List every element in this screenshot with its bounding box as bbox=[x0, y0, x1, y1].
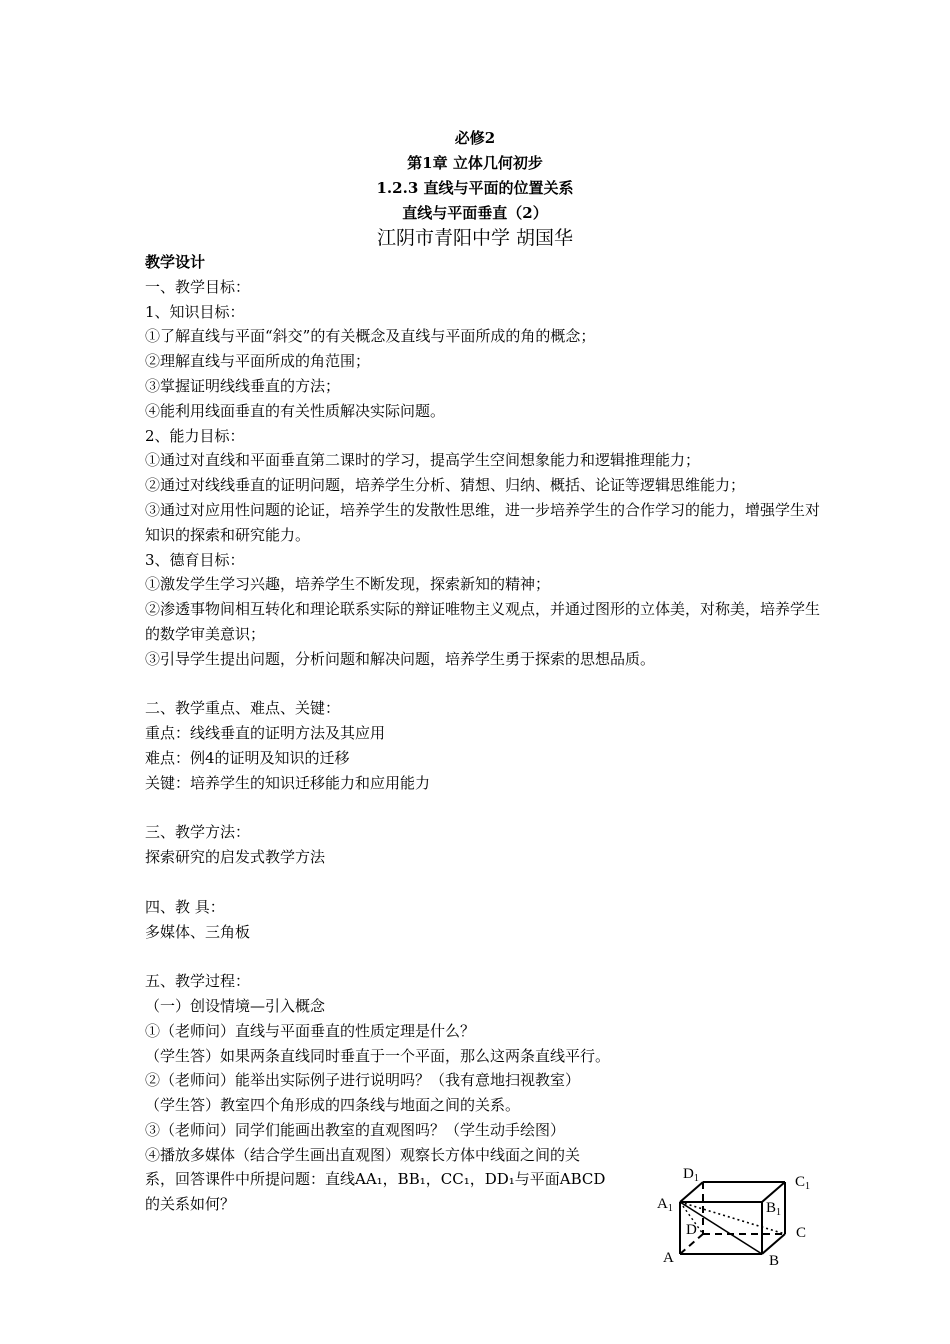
paragraph: 关键：培养学生的知识迁移能力和应用能力 bbox=[145, 773, 431, 792]
list-item: ①了解直线与平面“斜交”的有关概念及直线与平面所成的角的概念； bbox=[145, 327, 596, 346]
paragraph: ③（老师问）同学们能画出教室的直观图吗？（学生动手绘图） bbox=[145, 1120, 566, 1139]
paragraph: （学生答）教室四个角形成的四条线与地面之间的关系。 bbox=[145, 1096, 521, 1115]
label-c1: $C_1$ bbox=[795, 1174, 811, 1192]
sub-heading: 3、德育目标： bbox=[145, 550, 245, 569]
list-item: ④能利用线面垂直的有关性质解决实际问题。 bbox=[145, 401, 446, 420]
sub-heading: 1、知识目标： bbox=[145, 302, 245, 321]
label-a1: $A_1$ bbox=[657, 1196, 673, 1214]
paragraph: ②（老师问）能举出实际例子进行说明吗？（我有意地扫视教室） bbox=[145, 1071, 581, 1090]
label-c: C bbox=[796, 1225, 807, 1241]
paragraph: 的关系如何？ bbox=[145, 1195, 236, 1214]
list-item: ①激发学生学习兴趣，培养学生不断发现，探索新知的精神； bbox=[145, 575, 551, 594]
section-heading: 一、教学目标： bbox=[145, 277, 251, 296]
label-b: B bbox=[769, 1253, 780, 1269]
list-item: ③通过对应用性问题的论证，培养学生的发散性思维，进一步培养学生的合作学习的能力，增强学生对知识的探索和研究能力。 bbox=[145, 500, 821, 544]
paragraph: 探索研究的启发式教学方法 bbox=[145, 848, 326, 867]
paragraph: 系，回答课件中所提问题：直线AA₁，BB₁，CC₁，DD₁与平面ABCD bbox=[145, 1170, 606, 1189]
lesson-title: 直线与平面垂直（2） bbox=[402, 204, 548, 222]
section-heading: 二、教学重点、难点、关键： bbox=[145, 699, 341, 718]
paragraph: ④播放多媒体（结合学生画出直观图）观察长方体中线面之间的关 bbox=[145, 1145, 581, 1164]
list-item: ①通过对直线和平面垂直第二课时的学习，提高学生空间想象能力和逻辑推理能力； bbox=[145, 451, 701, 470]
label-d: D bbox=[686, 1222, 697, 1238]
label-b1: $B_1$ bbox=[766, 1200, 782, 1218]
section-heading: 三、教学方法： bbox=[145, 823, 251, 842]
paragraph: 重点：线线垂直的证明方法及其应用 bbox=[145, 724, 386, 743]
section-heading: 四、教 具： bbox=[145, 897, 225, 916]
document-body bbox=[145, 250, 825, 1217]
course-label: 必修2 bbox=[454, 129, 496, 147]
edge-a1d1 bbox=[680, 1182, 703, 1202]
sub-heading: 2、能力目标： bbox=[145, 426, 245, 445]
list-item: ③引导学生提出问题，分析问题和解决问题，培养学生勇于探索的思想品质。 bbox=[145, 649, 656, 668]
paragraph: 难点：例4的证明及知识的迁移 bbox=[145, 748, 350, 767]
label-a: A bbox=[663, 1250, 674, 1266]
edge-b1c1 bbox=[762, 1182, 785, 1202]
chapter-title: 第1章 立体几何初步 bbox=[407, 154, 543, 172]
list-item: ③掌握证明线线垂直的方法； bbox=[145, 376, 341, 395]
design-heading: 教学设计 bbox=[145, 253, 206, 271]
list-item: ②渗透事物间相互转化和理论联系实际的辩证唯物主义观点，并通过图形的立体美，对称美，培养学生的数学审美意识； bbox=[145, 600, 821, 643]
list-item: ②通过对线线垂直的证明问题，培养学生分析、猜想、归纳、概括、论证等逻辑思维能力； bbox=[145, 476, 746, 495]
paragraph: ①（老师问）直线与平面垂直的性质定理是什么？ bbox=[145, 1021, 476, 1040]
list-item: ②理解直线与平面所成的角范围； bbox=[145, 352, 371, 371]
paragraph: 多媒体、三角板 bbox=[145, 922, 251, 941]
edge-bc bbox=[762, 1234, 785, 1254]
author-line: 江阴市青阳中学 胡国华 bbox=[376, 227, 574, 249]
label-d1: $D_1$ bbox=[683, 1166, 699, 1184]
section-title: 1.2.3 直线与平面的位置关系 bbox=[376, 179, 574, 197]
paragraph: （学生答）如果两条直线同时垂直于一个平面，那么这两条直线平行。 bbox=[145, 1046, 611, 1065]
cuboid-figure bbox=[655, 1162, 815, 1272]
section-heading: 五、教学过程： bbox=[145, 972, 251, 991]
paragraph: （一）创设情境—引入概念 bbox=[145, 996, 326, 1015]
